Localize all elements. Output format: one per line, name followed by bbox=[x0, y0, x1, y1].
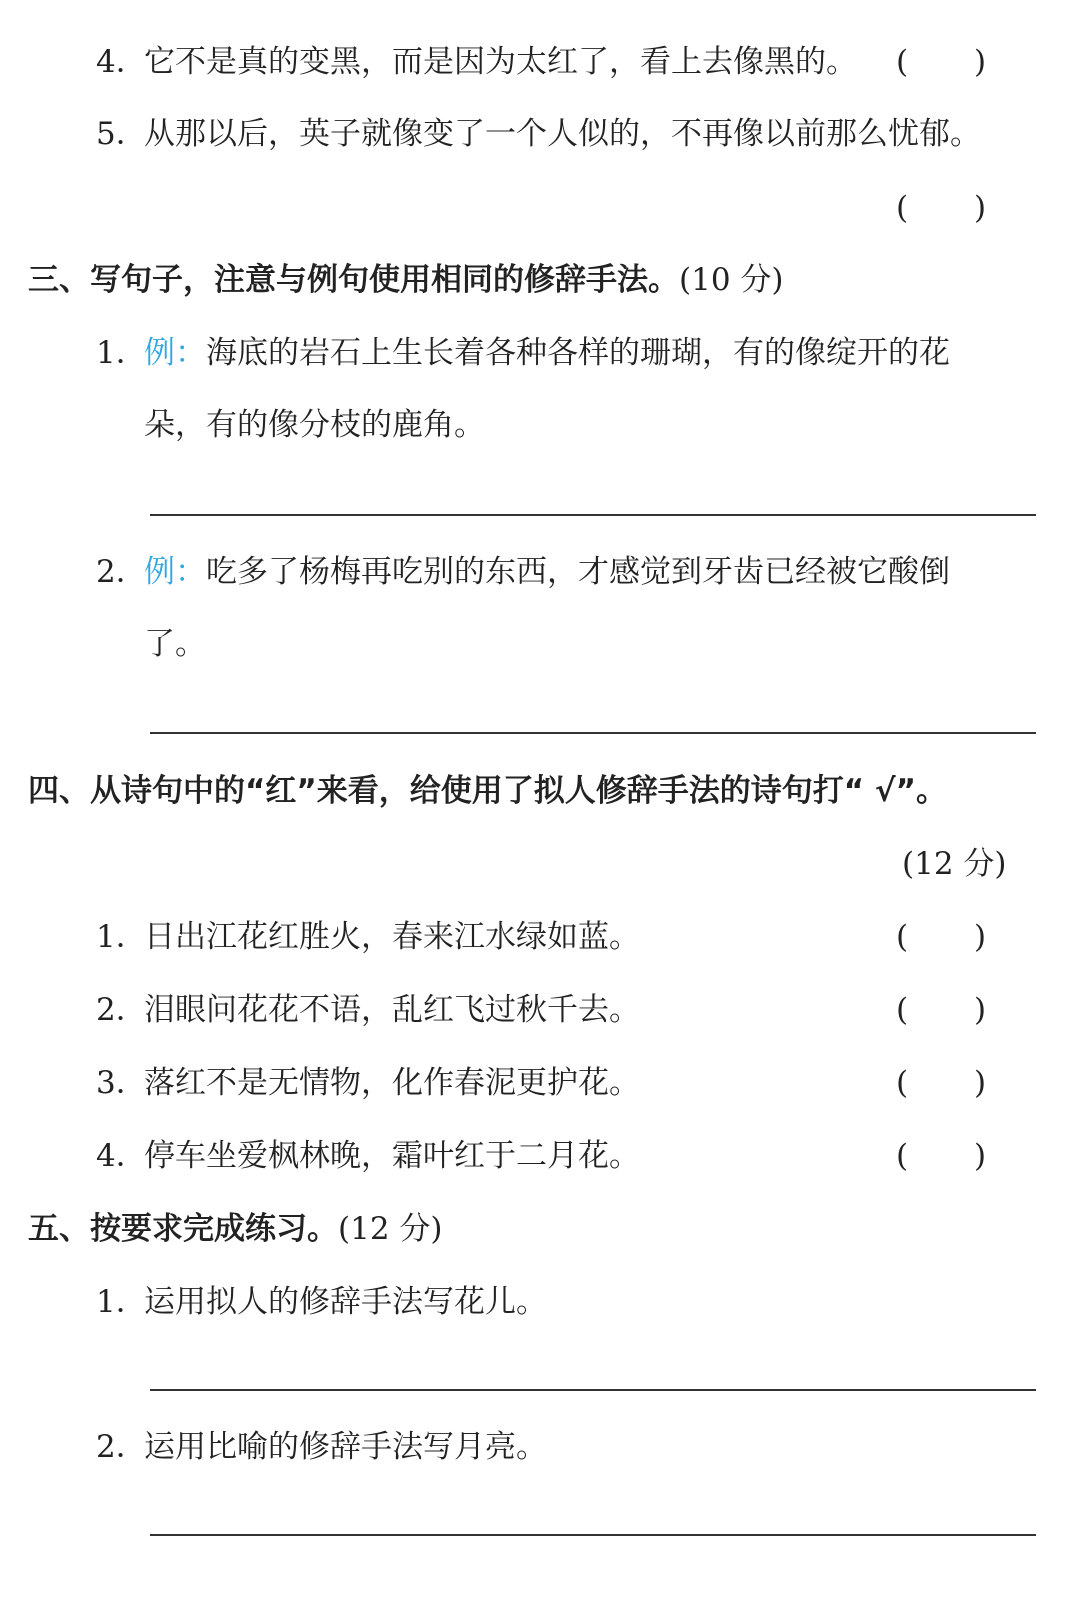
question-item bbox=[96, 917, 640, 957]
section-heading: 三、写句子，注意与例句使用相同的修辞手法。(10 分) bbox=[28, 262, 784, 298]
item-number: 3． bbox=[96, 1065, 147, 1101]
item-text: 它不是真的变黑，而是因为太红了，看上去像黑的。 bbox=[144, 44, 857, 80]
item-text: 吃多了杨梅再吃别的东西，才感觉到牙齿已经被它酸倒 bbox=[206, 554, 950, 590]
item-number: 2． bbox=[96, 1429, 147, 1465]
item-text-continuation: 了。 bbox=[144, 626, 206, 662]
question-item bbox=[96, 552, 950, 592]
section-heading: 四、从诗句中的“红”来看，给使用了拟人修辞手法的诗句打“ √”。 bbox=[28, 773, 947, 809]
section-score: (12 分) bbox=[338, 1211, 443, 1247]
item-number: 1． bbox=[96, 1284, 147, 1320]
item-number: 4． bbox=[96, 44, 147, 80]
question-item bbox=[96, 333, 950, 373]
example-label: 例： bbox=[144, 335, 206, 371]
answer-line[interactable] bbox=[150, 1534, 1036, 1536]
answer-line[interactable] bbox=[150, 732, 1036, 734]
example-label: 例： bbox=[144, 554, 206, 590]
item-number: 1． bbox=[96, 919, 147, 955]
item-text: 海底的岩石上生长着各种各样的珊瑚，有的像绽开的花 bbox=[206, 335, 950, 371]
item-text: 运用拟人的修辞手法写花儿。 bbox=[144, 1284, 547, 1320]
question-item bbox=[96, 42, 857, 82]
question-item bbox=[96, 990, 640, 1030]
item-text: 泪眼问花花不语，乱红飞过秋千去。 bbox=[144, 992, 640, 1028]
item-text: 日出江花红胜火，春来江水绿如蓝。 bbox=[144, 919, 640, 955]
section-score: (10 分) bbox=[679, 262, 784, 298]
question-item bbox=[96, 1282, 547, 1322]
item-number: 1． bbox=[96, 335, 147, 371]
answer-line[interactable] bbox=[150, 514, 1036, 516]
item-text: 运用比喻的修辞手法写月亮。 bbox=[144, 1429, 547, 1465]
item-text-continuation: 朵，有的像分枝的鹿角。 bbox=[144, 407, 485, 443]
item-text: 从那以后，英子就像变了一个人似的，不再像以前那么忧郁。 bbox=[144, 116, 981, 152]
section-heading: 五、按要求完成练习。(12 分) bbox=[28, 1211, 443, 1247]
item-text: 停车坐爱枫林晚，霜叶红于二月花。 bbox=[144, 1138, 640, 1174]
section-score: (12 分) bbox=[902, 846, 1007, 882]
item-text: 落红不是无情物，化作春泥更护花。 bbox=[144, 1065, 640, 1101]
answer-line[interactable] bbox=[150, 1389, 1036, 1391]
item-number: 4． bbox=[96, 1138, 147, 1174]
question-item bbox=[96, 1136, 640, 1176]
item-number: 5． bbox=[96, 116, 147, 152]
question-item bbox=[96, 1063, 640, 1103]
item-number: 2． bbox=[96, 554, 147, 590]
question-item bbox=[96, 114, 981, 154]
item-number: 2． bbox=[96, 992, 147, 1028]
question-item bbox=[96, 1427, 547, 1467]
